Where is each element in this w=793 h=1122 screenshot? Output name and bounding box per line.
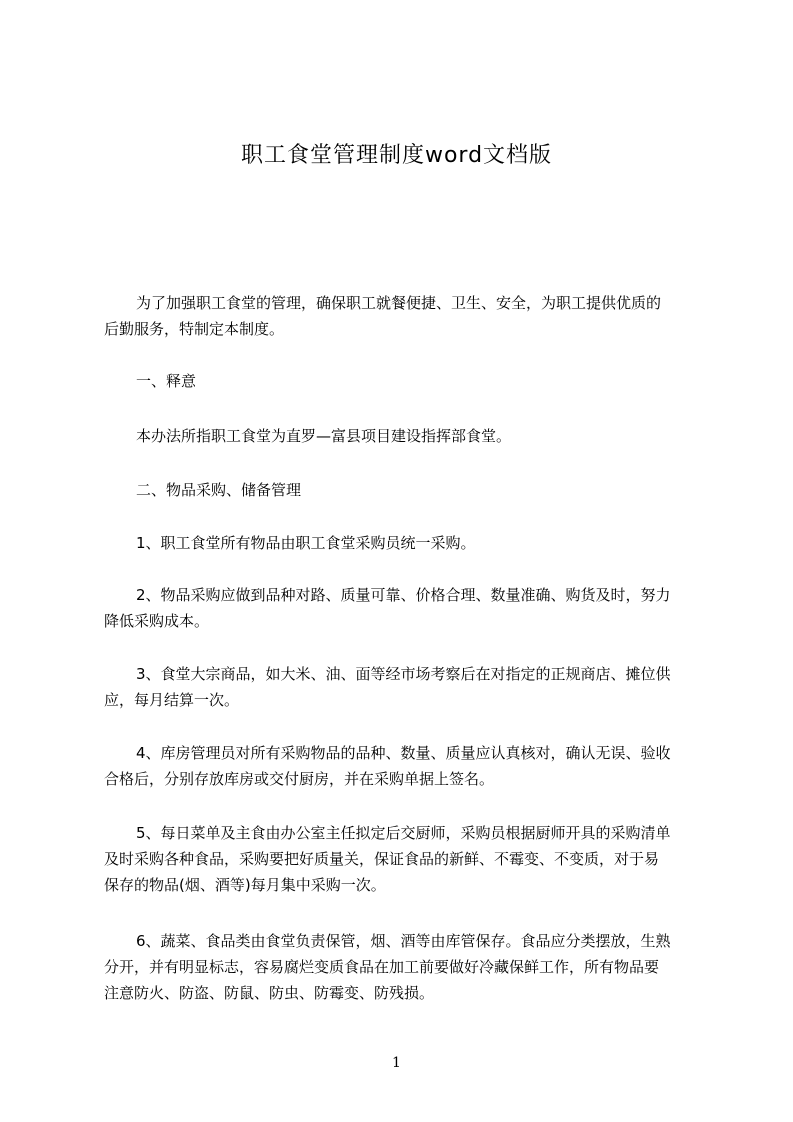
paragraph-line: 降低采购成本。 (104, 612, 210, 630)
paragraph-line: 本办法所指职工食堂为直罗—富县项目建设指挥部食堂。 (136, 427, 512, 445)
section-heading-definition (104, 368, 704, 394)
paragraph-line: 保存的物品(烟、酒等)每月集中采购一次。 (104, 876, 386, 894)
section-heading-text: 一、释意 (136, 372, 197, 390)
list-item-3 (104, 661, 704, 713)
page-number: 1 (392, 1055, 401, 1071)
list-item-2 (104, 582, 704, 634)
list-item-4 (104, 740, 704, 792)
section-heading-procurement (104, 477, 704, 503)
paragraph-line: 为了加强职工食堂的管理，确保职工就餐便捷、卫生、安全，为职工提供优质的 (136, 294, 662, 312)
paragraph-line: 合格后，分别存放库房或交付厨房，并在采购单据上签名。 (104, 770, 495, 788)
document-title: 职工食堂管理制度word文档版 (240, 143, 553, 168)
paragraph-line: 注意防火、防盗、防鼠、防虫、防霉变、防残损。 (104, 984, 435, 1002)
list-item-6 (104, 928, 704, 1006)
list-item-1 (104, 530, 704, 556)
paragraph-line: 2、物品采购应做到品种对路、质量可靠、价格合理、数量准确、购货及时，努力 (136, 586, 671, 604)
section-heading-text: 二、物品采购、储备管理 (136, 481, 302, 499)
list-item-5 (104, 820, 704, 898)
paragraph-line: 1、职工食堂所有物品由职工食堂采购员统一采购。 (136, 534, 476, 552)
paragraph-line: 3、食堂大宗商品，如大米、油、面等经市场考察后在对指定的正规商店、摊位供 (136, 665, 671, 683)
paragraph-line: 应，每月结算一次。 (104, 691, 240, 709)
paragraph-line: 后勤服务，特制定本制度。 (104, 320, 285, 338)
paragraph-definition (104, 423, 704, 449)
paragraph-line: 6、蔬菜、食品类由食堂负责保管，烟、酒等由库管保存。食品应分类摆放，生熟 (136, 932, 671, 950)
paragraph-line: 及时采购各种食品，采购要把好质量关，保证食品的新鲜、不霉变、不变质，对于易 (104, 850, 660, 868)
paragraph-line: 分开，并有明显标志，容易腐烂变质食品在加工前要做好冷藏保鲜工作，所有物品要 (104, 958, 660, 976)
paragraph-intro (104, 290, 704, 342)
paragraph-line: 4、库房管理员对所有采购物品的品种、数量、质量应认真核对，确认无误、验收 (136, 744, 671, 762)
paragraph-line: 5、每日菜单及主食由办公室主任拟定后交厨师，采购员根据厨师开具的采购清单 (136, 824, 671, 842)
